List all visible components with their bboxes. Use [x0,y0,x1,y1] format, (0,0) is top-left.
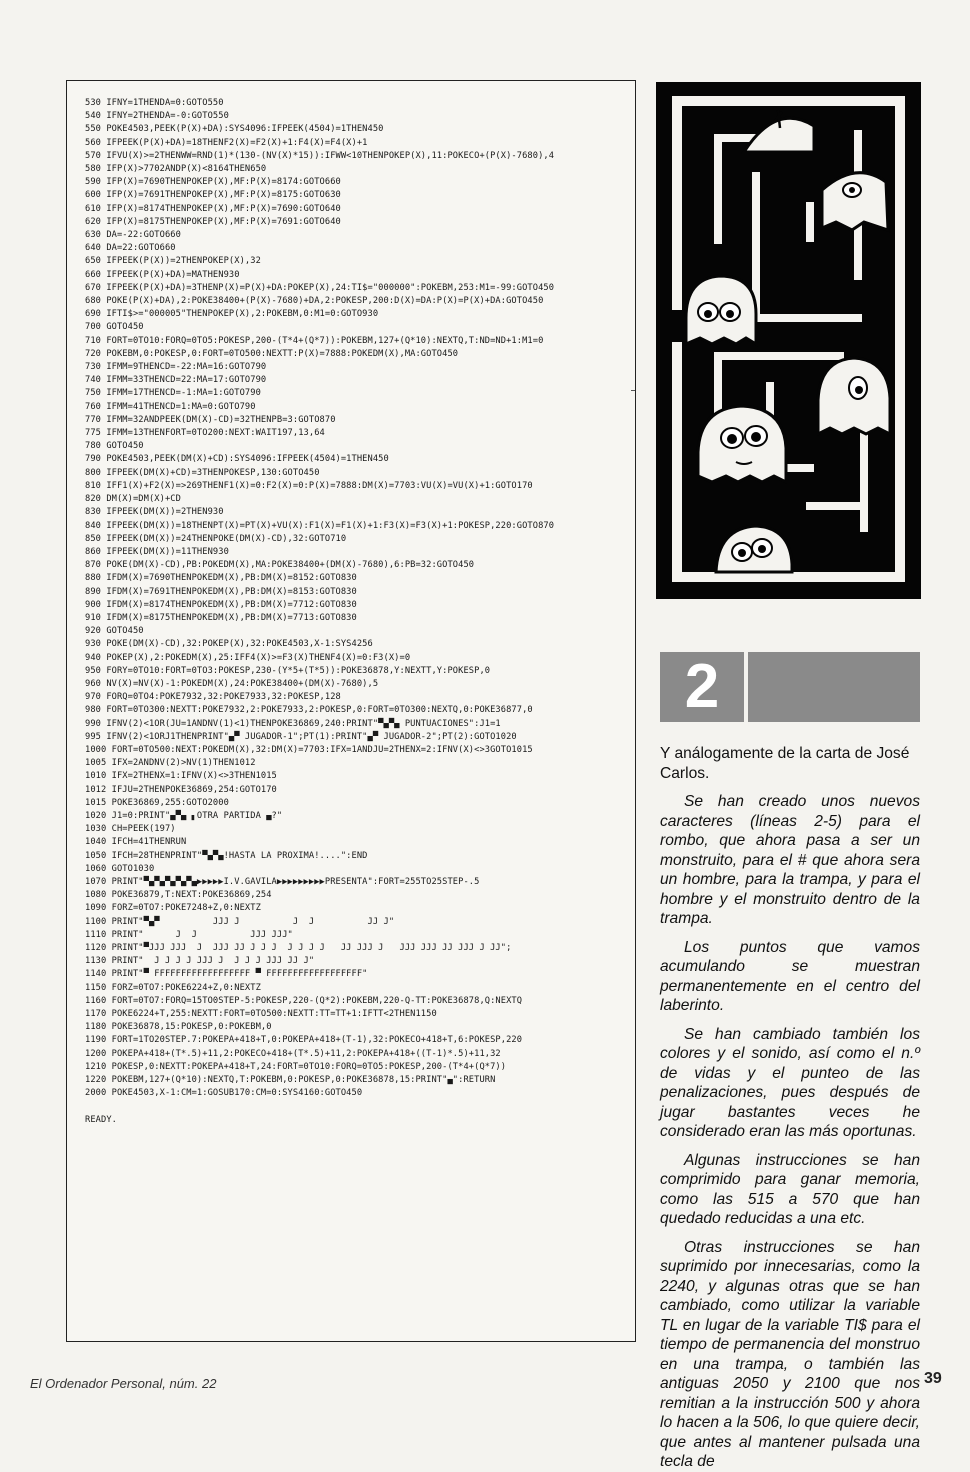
article-intro: Y análogamente de la carta de José Carlos. [660,745,910,782]
listing-line: 660 IFPEEK(P(X)+DA)=MATHEN930 [85,269,240,280]
listing-line: 1180 POKE36878,15:POKESP,0:POKEBM,0 [85,1022,272,1033]
listing-line: 640 DA=22:GOTO660 [85,243,176,254]
listing-line: 960 NV(X)=NV(X)-1:POKEDM(X),24:POKE38400+(DM(X)-7680),5 [85,678,379,689]
listing-line: 600 IFP(X)=7691THENPOKEP(X),MF:P(X)=8175:GOTO630 [85,190,341,201]
listing-line: 740 IFMM=33THENCD=22:MA=17:GOTO790 [85,375,267,386]
listing-line: 710 FORT=0TO10:FORQ=0TO5:POKESP,200-(T*4+(Q*7)):POKEBM,127+(Q*10):NEXTQ,T:ND=ND+1:M1=0 [85,335,544,346]
listing-line: READY. [85,1114,117,1125]
margin-mark [631,390,635,391]
listing-line: 1140 PRINT"▀ FFFFFFFFFFFFFFFFFF ▀ FFFFFFFFFFFFFFFFFF" [85,969,368,980]
listing-line: 970 FORQ=0TO4:POKE7932,32:POKE7933,32:POKESP,128 [85,692,341,703]
listing-line: 910 IFDM(X)=8175THENPOKEDM(X),PB:DM(X)=7713:GOTO830 [85,612,357,623]
listing-line: 980 FORT=0TO300:NEXTT:POKE7932,2:POKE7933,2:POKESP,0:FORT=0TO300:NEXTQ,0:POKE36877,0 [85,705,533,716]
listing-line: 880 IFDM(X)=7690THENPOKEDM(X),PB:DM(X)=8152:GOTO830 [85,573,357,584]
listing-line: 570 IFVU(X)>=2THENWW=RND(1)*(130-(NV(X)*15)):IFWW<10THENPOKEP(X),11:POKECO+(P(X)-7680),4 [85,150,555,161]
article-paragraph: Algunas instrucciones se han comprimido para ganar memoria, como las 515 a 570 que han quedado reducidas a una etc. [660,1151,920,1227]
article-paragraph: Otras instrucciones se han suprimido por innecesarias, como la 2240, y algunas otras que se han cambiado, como utilizar la variable TL en lugar de la variable TI$ para el tiempo de permanencia del monstruo en una trampa, o también las antiguas 2050 y 2100 que nos remitian a la instrucción 500 y ahora lo hacen a la 506, lo que quiere decir, que antes al mantener pulsada una tecla de [660,1238,920,1470]
listing-line: 1060 GOTO1030 [85,863,155,874]
section-header-bar [748,652,920,722]
listing-line: 700 GOTO450 [85,322,144,333]
listing-line: 800 IFPEEK(DM(X)+CD)=3THENPOKESP,130:GOTO450 [85,467,320,478]
listing-line: 1005 IFX=2ANDNV(2)>NV(1)THEN1012 [85,758,256,769]
listing-line: 1030 CH=PEEK(197) [85,824,176,835]
listing-line: 820 DM(X)=DM(X)+CD [85,494,181,505]
listing-line: 900 IFDM(X)=8174THENPOKEDM(X),PB:DM(X)=7712:GOTO830 [85,599,357,610]
page-number: 39 [924,1370,942,1387]
article-paragraph: Se han creado unos nuevos caracteres (líneas 2-5) para el rombo, que ahora pasa a ser un monstruito, para el # que ahora sera un hombre, para la trampa, y para el hombre y el monstruito dentro de la trampa. [660,793,920,927]
listing-line: 1000 FORT=0TO500:NEXT:POKEDM(X),32:DM(X)=7703:IFX=1ANDJU=2THENX=2:IFNV(X)<>3GOTO1015 [85,744,533,755]
section-number-header [660,652,920,722]
listing-line: 1170 POKE6224+T,255:NEXTT:FORT=0TO500:NEXTT:TT=TT+1:IFTT<2THEN1150 [85,1009,437,1020]
listing-line: 750 IFMM=17THENCD=-1:MA=1:GOTO790 [85,388,261,399]
listing-line: 930 POKE(DM(X)-CD),32:POKEP(X),32:POKE4503,X-1:SYS4256 [85,639,373,650]
listing-line: 1190 FORT=1TO20STEP.7:POKEPA+418+T,0:POKEPA+418+(T-1),32:POKECO+418+T,6:POKESP,220 [85,1035,523,1046]
listing-line: 590 IFP(X)=7690THENPOKEP(X),MF:P(X)=8174:GOTO660 [85,177,341,188]
listing-line: 920 GOTO450 [85,626,144,637]
pacman-ghosts-illustration [656,82,921,599]
article-paragraph: Los puntos que vamos acumulando se muestran permanentemente en el centro del laberinto. [660,938,920,1014]
listing-line: 580 IFP(X)>7702ANDP(X)<8164THEN650 [85,164,267,175]
listing-line: 995 IFNV(2)<1ORJ1THENPRINT"▄▀ JUGADOR-1";PT(1):PRINT"▄▀ JUGADOR-2";PT(2):GOTO1020 [85,731,517,742]
listing-line: 730 IFMM=9THENCD=-22:MA=16:GOTO790 [85,362,267,373]
listing-line: 670 IFPEEK(P(X)+DA)=3THENP(X)=P(X)+DA:POKEP(X),24:TI$="000000":POKEBM,253:M1=-99:GOTO450 [85,282,555,293]
listing-line: 1080 POKE36879,T:NEXT:POKE36869,254 [85,890,272,901]
listing-line: 1070 PRINT"▀▄▀▄▀▄▀▄▀▄▶▶▶▶▶I.V.GAVILA▶▶▶▶▶▶▶▶▶PRESENTA":FORT=255TO25STEP-.5 [85,876,480,887]
listing-line: 770 IFMM=32ANDPEEK(DM(X)-CD)=32THENPB=3:GOTO870 [85,414,336,425]
listing-line: 1200 POKEPA+418+(T*.5)+11,2:POKECO+418+(T*.5)+11,2:POKEPA+418+((T-1)*.5)+11,32 [85,1048,501,1059]
listing-line: 760 IFMM=41THENCD=1:MA=0:GOTO790 [85,401,256,412]
listing-line: 790 POKE4503,PEEK(DM(X)+CD):SYS4096:IFPEEK(4504)=1THEN450 [85,454,389,465]
listing-line: 775 IFMM=13THENFORT=0TO200:NEXT:WAIT197,13,64 [85,428,325,439]
listing-line: 850 IFPEEK(DM(X))=24THENPOKE(DM(X)-CD),32:GOTO710 [85,533,347,544]
listing-line: 720 POKEBM,0:POKESP,0:FORT=0TO500:NEXTT:P(X)=7888:POKEDM(X),MA:GOTO450 [85,348,459,359]
article-paragraph: Se han cambiado también los colores y el sonido, así como el n.º de vidas y el punteo de las penalizaciones, pues después de jugar bastantes veces he considerado eran las más oportunas. [660,1025,920,1140]
listing-line: 530 IFNY=1THENDA=0:GOTO550 [85,98,224,108]
listing-line: 540 IFNY=2THENDA=-0:GOTO550 [85,111,229,122]
program-listing-box [66,80,636,1342]
listing-line: 690 IFTI$>="000005"THENPOKEP(X),2:POKEBM,0:M1=0:GOTO930 [85,309,379,320]
listing-line: 620 IFP(X)=8175THENPOKEP(X),MF:P(X)=7691:GOTO640 [85,216,341,227]
listing-line: 1150 FORZ=0TO7:POKE6224+Z,0:NEXTZ [85,982,261,993]
listing-line: 810 IFF1(X)+F2(X)=>269THENF1(X)=0:F2(X)=0:P(X)=7888:DM(X)=7703:VU(X)=VU(X)+1:GOTO170 [85,480,533,491]
listing-line: 550 POKE4503,PEEK(P(X)+DA):SYS4096:IFPEEK(4504)=1THEN450 [85,124,384,135]
listing-line: 1110 PRINT" J J JJJ JJJ" [85,929,293,940]
listing-line: 1012 IFJU=2THENPOKE36869,254:GOTO170 [85,784,277,795]
listing-line: 780 GOTO450 [85,441,144,452]
listing-line: 680 POKE(P(X)+DA),2:POKE38400+(P(X)-7680)+DA,2:POKESP,200:D(X)=DA:P(X)=P(X)+DA:GOTO450 [85,296,544,307]
section-number: 2 [684,652,720,721]
basic-program-listing [85,97,630,1127]
listing-line: 950 FORY=0TO10:FORT=0TO3:POKESP,230-(Y*5+(T*5)):POKE36878,Y:NEXTT,Y:POKESP,0 [85,665,491,676]
listing-line: 1040 IFCH=41THENRUN [85,837,187,848]
listing-line: 1020 J1=0:PRINT"▄▀▄ ▖OTRA PARTIDA ▄?" [85,810,283,821]
listing-line: 830 IFPEEK(DM(X))=2THEN930 [85,507,224,518]
listing-line: 840 IFPEEK(DM(X))=18THENPT(X)=PT(X)+VU(X):F1(X)=F1(X)+1:F3(X)=F3(X)+1:POKESP,220:GOTO870 [85,520,555,531]
listing-line: 1100 PRINT"▀▄▀ JJJ J J J JJ J" [85,916,395,927]
section-number-block [660,652,744,722]
listing-line: 1050 IFCH=28THENPRINT"▀▄▀▄!HASTA LA PROXIMA!....":END [85,850,368,861]
listing-line: 1210 POKESP,0:NEXTT:POKEPA+418+T,24:FORT=0TO10:FORQ=0TO5:POKESP,200-(T*4+(Q*7)) [85,1061,507,1072]
listing-line: 1130 PRINT" J J J J JJJ J J J J JJJ JJ J" [85,956,315,967]
listing-line: 940 POKEP(X),2:POKEDM(X),25:IFF4(X)>=F3(X)THENF4(X)=0:F3(X)=0 [85,652,411,663]
listing-line: 990 IFNV(2)<1OR(JU=1ANDNV(1)<1)THENPOKE36869,240:PRINT"▀▄▀▄ PUNTUACIONES":J1=1 [85,718,501,729]
listing-line: 1010 IFX=2THENX=1:IFNV(X)<>3THEN1015 [85,771,277,782]
listing-line: 890 IFDM(X)=7691THENPOKEDM(X),PB:DM(X)=8153:GOTO830 [85,586,357,597]
listing-line: 610 IFP(X)=8174THENPOKEP(X),MF:P(X)=7690:GOTO640 [85,203,341,214]
article-text [660,744,920,1472]
listing-line: 860 IFPEEK(DM(X))=11THEN930 [85,546,229,557]
listing-line: 2000 POKE4503,X-1:CM=1:GOSUB170:CM=0:SYS4160:GOTO450 [85,1088,363,1099]
magazine-footer: El Ordenador Personal, núm. 22 [30,1376,217,1391]
listing-line: 1160 FORT=0TO7:FORQ=15TO0STEP-5:POKESP,220-(Q*2):POKEBM,220-Q-TT:POKE36878,Q:NEXTQ [85,995,523,1006]
listing-line: 1220 POKEBM,127+(Q*10):NEXTQ,T:POKEBM,0:POKESP,0:POKE36878,15:PRINT"▄":RETURN [85,1075,496,1086]
listing-line: 1090 FORZ=0TO7:POKE7248+Z,0:NEXTZ [85,903,261,914]
listing-line: 870 POKE(DM(X)-CD),PB:POKEDM(X),MA:POKE38400+(DM(X)-7680),6:PB=32:GOTO450 [85,560,475,571]
listing-line: 560 IFPEEK(P(X)+DA)=18THENF2(X)=F2(X)+1:F4(X)=F4(X)+1 [85,137,368,148]
listing-line: 650 IFPEEK(P(X))=2THENPOKEP(X),32 [85,256,261,267]
listing-line: 1015 POKE36869,255:GOTO2000 [85,797,229,808]
listing-line: 1120 PRINT"▀JJJ JJJ J JJJ JJ J J J J J J J JJ JJJ J JJJ JJJ JJ JJJ J JJ"; [85,943,512,953]
listing-line [85,1100,630,1113]
listing-line: 630 DA=-22:GOTO660 [85,230,181,241]
